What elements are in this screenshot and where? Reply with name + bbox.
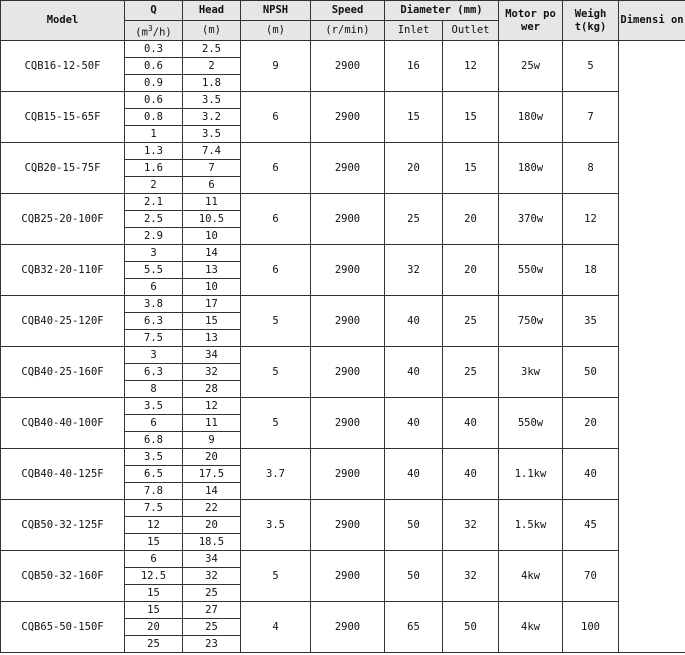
head-cell: 32 [183, 364, 241, 381]
table-row [1, 41, 685, 58]
inlet-cell: 40 [385, 296, 443, 347]
outlet-cell: 15 [443, 92, 499, 143]
flow-cell: 6.5 [125, 466, 183, 483]
flow-cell: 12.5 [125, 568, 183, 585]
flow-cell: 8 [125, 381, 183, 398]
speed-cell: 2900 [311, 296, 385, 347]
inlet-cell: 25 [385, 194, 443, 245]
speed-cell: 2900 [311, 245, 385, 296]
speed-cell: 2900 [311, 92, 385, 143]
head-cell: 13 [183, 330, 241, 347]
flow-cell: 3 [125, 245, 183, 262]
flow-cell: 1.6 [125, 160, 183, 177]
header-motor-power: Motor po wer [499, 1, 563, 41]
flow-cell: 3.8 [125, 296, 183, 313]
model-cell: CQB15-15-65F [1, 92, 125, 143]
inlet-cell: 65 [385, 602, 443, 653]
npsh-cell: 3.7 [241, 449, 311, 500]
head-cell: 6 [183, 177, 241, 194]
head-cell: 7.4 [183, 143, 241, 160]
head-cell: 15 [183, 313, 241, 330]
inlet-cell: 32 [385, 245, 443, 296]
head-cell: 27 [183, 602, 241, 619]
header-speed: Speed [311, 1, 385, 21]
npsh-cell: 5 [241, 398, 311, 449]
inlet-cell: 40 [385, 347, 443, 398]
header-head-unit: (m) [183, 21, 241, 41]
model-cell: CQB20-15-75F [1, 143, 125, 194]
flow-cell: 6 [125, 279, 183, 296]
motor-power-cell: 550w [499, 398, 563, 449]
flow-cell: 7.8 [125, 483, 183, 500]
head-cell: 18.5 [183, 534, 241, 551]
npsh-cell: 6 [241, 143, 311, 194]
head-cell: 34 [183, 347, 241, 364]
outlet-cell: 50 [443, 602, 499, 653]
flow-cell: 7.5 [125, 500, 183, 517]
flow-cell: 15 [125, 585, 183, 602]
outlet-cell: 25 [443, 296, 499, 347]
header-outlet: Outlet [443, 21, 499, 41]
table-row [1, 551, 685, 568]
head-cell: 28 [183, 381, 241, 398]
header-speed-unit: (r/min) [311, 21, 385, 41]
weight-cell: 20 [563, 398, 619, 449]
table-row [1, 245, 685, 262]
outlet-cell: 25 [443, 347, 499, 398]
head-cell: 10 [183, 228, 241, 245]
header-q: Q [125, 1, 183, 21]
weight-cell: 45 [563, 500, 619, 551]
npsh-cell: 9 [241, 41, 311, 92]
head-cell: 25 [183, 585, 241, 602]
head-cell: 1.8 [183, 75, 241, 92]
flow-cell: 20 [125, 619, 183, 636]
weight-cell: 35 [563, 296, 619, 347]
speed-cell: 2900 [311, 143, 385, 194]
model-cell: CQB50-32-125F [1, 500, 125, 551]
flow-cell: 5.5 [125, 262, 183, 279]
head-cell: 2 [183, 58, 241, 75]
head-cell: 2.5 [183, 41, 241, 58]
outlet-cell: 15 [443, 143, 499, 194]
speed-cell: 2900 [311, 602, 385, 653]
motor-power-cell: 4kw [499, 602, 563, 653]
weight-cell: 7 [563, 92, 619, 143]
outlet-cell: 12 [443, 41, 499, 92]
model-cell: CQB65-50-150F [1, 602, 125, 653]
header-npsh-unit: (m) [241, 21, 311, 41]
table-row [1, 602, 685, 619]
header-diameter: Diameter (mm) [385, 1, 499, 21]
model-cell: CQB40-40-125F [1, 449, 125, 500]
table-row [1, 500, 685, 517]
head-cell: 20 [183, 449, 241, 466]
flow-cell: 2.1 [125, 194, 183, 211]
flow-cell: 6.8 [125, 432, 183, 449]
head-cell: 34 [183, 551, 241, 568]
head-cell: 3.2 [183, 109, 241, 126]
speed-cell: 2900 [311, 500, 385, 551]
head-cell: 10.5 [183, 211, 241, 228]
header-npsh: NPSH [241, 1, 311, 21]
flow-cell: 3.5 [125, 398, 183, 415]
motor-power-cell: 3kw [499, 347, 563, 398]
flow-cell: 2.9 [125, 228, 183, 245]
speed-cell: 2900 [311, 347, 385, 398]
motor-power-cell: 1.5kw [499, 500, 563, 551]
model-cell: CQB25-20-100F [1, 194, 125, 245]
npsh-cell: 6 [241, 194, 311, 245]
npsh-cell: 5 [241, 551, 311, 602]
npsh-cell: 6 [241, 245, 311, 296]
flow-cell: 0.6 [125, 58, 183, 75]
weight-cell: 5 [563, 41, 619, 92]
speed-cell: 2900 [311, 194, 385, 245]
head-cell: 13 [183, 262, 241, 279]
outlet-cell: 32 [443, 551, 499, 602]
npsh-cell: 5 [241, 296, 311, 347]
header-model: Model [1, 1, 125, 41]
outlet-cell: 32 [443, 500, 499, 551]
npsh-cell: 6 [241, 92, 311, 143]
header-head: Head [183, 1, 241, 21]
head-cell: 12 [183, 398, 241, 415]
speed-cell: 2900 [311, 449, 385, 500]
motor-power-cell: 180w [499, 92, 563, 143]
speed-cell: 2900 [311, 41, 385, 92]
table-row [1, 92, 685, 109]
table-row [1, 296, 685, 313]
flow-cell: 2 [125, 177, 183, 194]
head-cell: 11 [183, 194, 241, 211]
outlet-cell: 20 [443, 245, 499, 296]
flow-cell: 3.5 [125, 449, 183, 466]
table-row [1, 194, 685, 211]
dimension-cell [619, 41, 685, 653]
model-cell: CQB40-25-160F [1, 347, 125, 398]
flow-cell: 6 [125, 551, 183, 568]
motor-power-cell: 370w [499, 194, 563, 245]
inlet-cell: 16 [385, 41, 443, 92]
header-q-unit: $(m^3/h)$ [125, 21, 183, 41]
head-cell: 3.5 [183, 126, 241, 143]
model-cell: CQB40-40-100F [1, 398, 125, 449]
weight-cell: 8 [563, 143, 619, 194]
motor-power-cell: 4kw [499, 551, 563, 602]
table-body [1, 41, 685, 653]
flow-cell: 7.5 [125, 330, 183, 347]
flow-cell: 1 [125, 126, 183, 143]
flow-cell: 6.3 [125, 313, 183, 330]
weight-cell: 40 [563, 449, 619, 500]
inlet-cell: 50 [385, 500, 443, 551]
outlet-cell: 20 [443, 194, 499, 245]
flow-cell: 15 [125, 534, 183, 551]
head-cell: 11 [183, 415, 241, 432]
flow-cell: 12 [125, 517, 183, 534]
speed-cell: 2900 [311, 398, 385, 449]
inlet-cell: 40 [385, 449, 443, 500]
head-cell: 17 [183, 296, 241, 313]
weight-cell: 18 [563, 245, 619, 296]
inlet-cell: 50 [385, 551, 443, 602]
table-row [1, 347, 685, 364]
flow-cell: 1.3 [125, 143, 183, 160]
head-cell: 25 [183, 619, 241, 636]
head-cell: 20 [183, 517, 241, 534]
motor-power-cell: 750w [499, 296, 563, 347]
npsh-cell: 5 [241, 347, 311, 398]
flow-cell: 3 [125, 347, 183, 364]
table-row [1, 398, 685, 415]
model-cell: CQB32-20-110F [1, 245, 125, 296]
head-cell: 23 [183, 636, 241, 653]
header-dimension: Dimensi on [619, 1, 685, 41]
motor-power-cell: 180w [499, 143, 563, 194]
motor-power-cell: 25w [499, 41, 563, 92]
table-header [1, 1, 685, 41]
flow-cell: 6.3 [125, 364, 183, 381]
head-cell: 14 [183, 245, 241, 262]
head-cell: 7 [183, 160, 241, 177]
flow-cell: 0.3 [125, 41, 183, 58]
head-cell: 17.5 [183, 466, 241, 483]
table-row [1, 449, 685, 466]
model-cell: CQB50-32-160F [1, 551, 125, 602]
flow-cell: 0.8 [125, 109, 183, 126]
head-cell: 32 [183, 568, 241, 585]
weight-cell: 50 [563, 347, 619, 398]
inlet-cell: 20 [385, 143, 443, 194]
npsh-cell: 4 [241, 602, 311, 653]
motor-power-cell: 550w [499, 245, 563, 296]
inlet-cell: 40 [385, 398, 443, 449]
inlet-cell: 15 [385, 92, 443, 143]
speed-cell: 2900 [311, 551, 385, 602]
table-row [1, 143, 685, 160]
weight-cell: 100 [563, 602, 619, 653]
flow-cell: 15 [125, 602, 183, 619]
flow-cell: 0.9 [125, 75, 183, 92]
flow-cell: 0.6 [125, 92, 183, 109]
header-inlet: Inlet [385, 21, 443, 41]
npsh-cell: 3.5 [241, 500, 311, 551]
model-cell: CQB16-12-50F [1, 41, 125, 92]
head-cell: 10 [183, 279, 241, 296]
outlet-cell: 40 [443, 398, 499, 449]
weight-cell: 70 [563, 551, 619, 602]
model-cell: CQB40-25-120F [1, 296, 125, 347]
outlet-cell: 40 [443, 449, 499, 500]
head-cell: 9 [183, 432, 241, 449]
flow-cell: 2.5 [125, 211, 183, 228]
head-cell: 22 [183, 500, 241, 517]
head-cell: 3.5 [183, 92, 241, 109]
motor-power-cell: 1.1kw [499, 449, 563, 500]
flow-cell: 25 [125, 636, 183, 653]
header-weight: Weigh t(kg) [563, 1, 619, 41]
flow-cell: 6 [125, 415, 183, 432]
head-cell: 14 [183, 483, 241, 500]
weight-cell: 12 [563, 194, 619, 245]
